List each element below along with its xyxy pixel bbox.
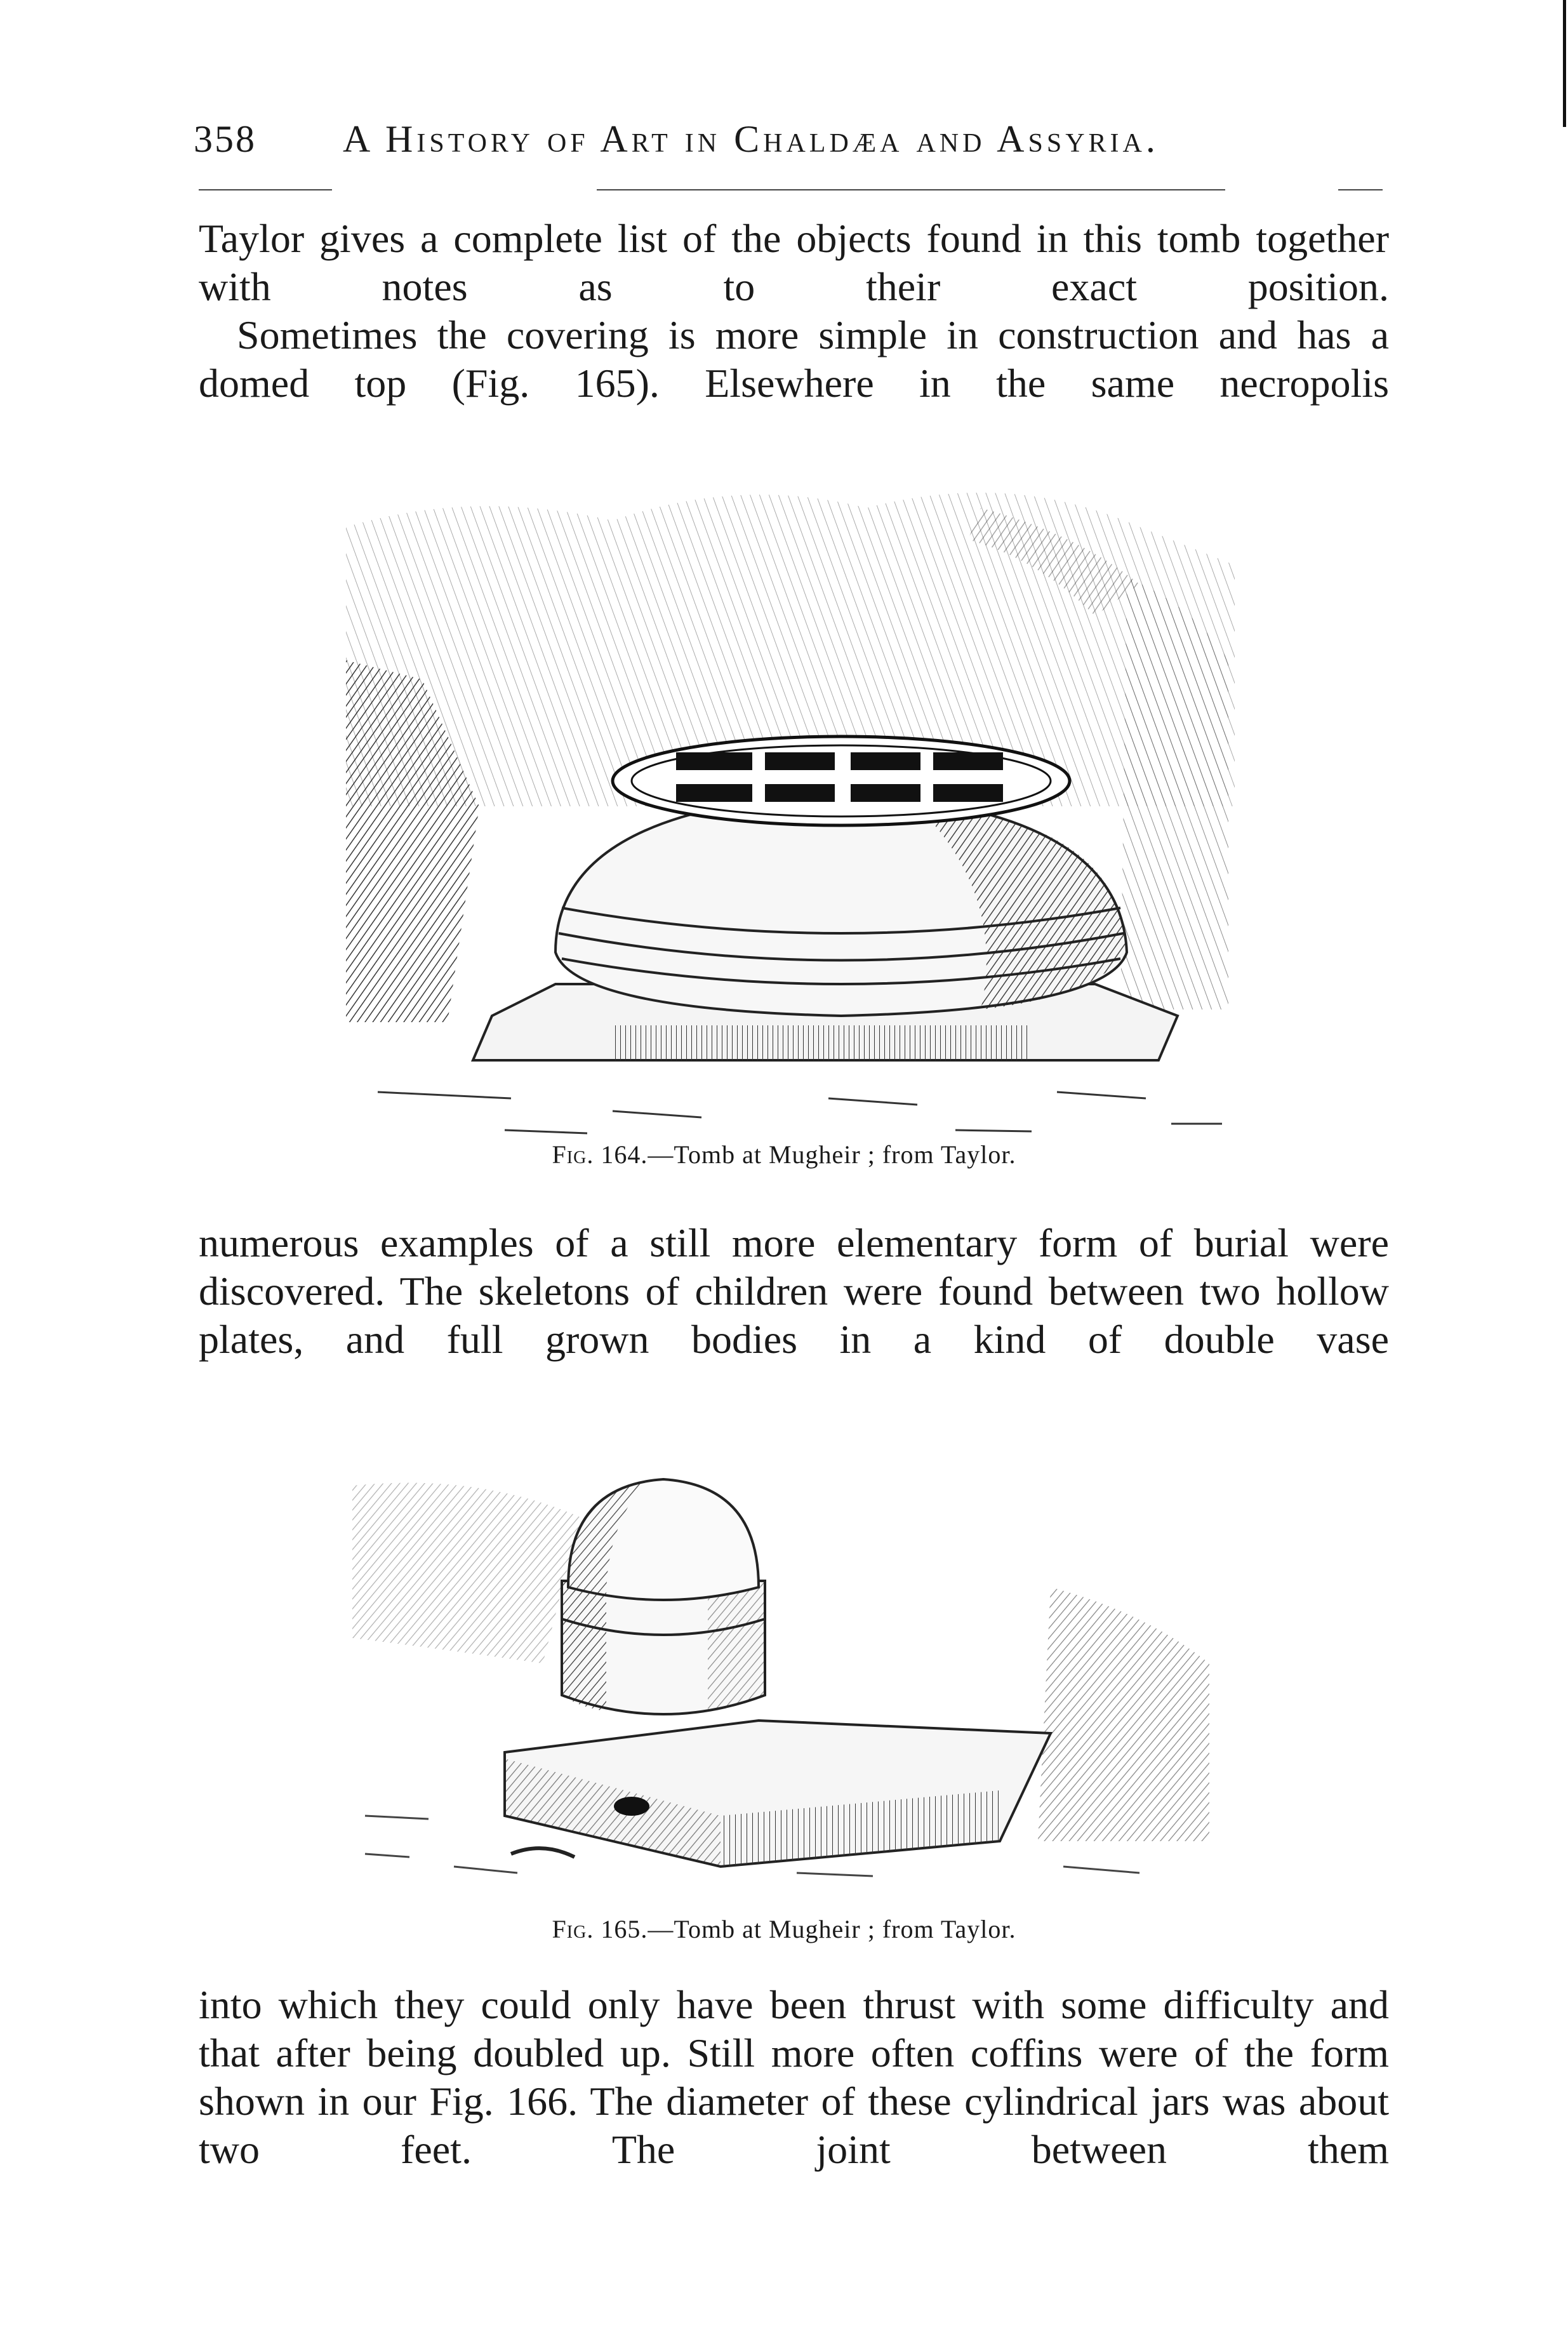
figure-165-label: Fig. 165. — [552, 1915, 648, 1943]
figure-164-caption — [0, 1140, 1568, 1169]
page-number: 358 — [194, 118, 256, 160]
figure-164-caption-text: —Tomb at Mugheir ; from Taylor. — [648, 1140, 1016, 1169]
figure-165-engraving — [352, 1460, 1216, 1892]
figure-165-illustration — [352, 1460, 1216, 1892]
page-edge-line — [1563, 0, 1566, 127]
figure-164-engraving — [346, 451, 1235, 1136]
figure-165-caption — [0, 1914, 1568, 1944]
paragraph-1: Taylor gives a complete list of the objects found in this tomb together with notes as to their exact position. — [199, 216, 1389, 309]
header-rule-center — [597, 189, 1225, 190]
figure-164-illustration — [346, 451, 1235, 1136]
header-rule-right — [1338, 189, 1383, 190]
paragraph-2: Sometimes the covering is more simple in construction and has a domed top (Fig. 165). Elsewhere in the same necropolis — [199, 312, 1389, 406]
running-head — [194, 111, 1400, 168]
running-title: A History of Art in Chaldæa and Assyria. — [343, 118, 1159, 160]
paragraph-3: numerous examples of a still more elementary form of burial were discovered. The skeletons of children were found between two hollow plates, and full grown bodies in a kind of double vase — [199, 1220, 1389, 1362]
figure-165-caption-text: —Tomb at Mugheir ; from Taylor. — [648, 1915, 1016, 1943]
paragraph-4: into which they could only have been thrust with some difficulty and that after being doubled up. Still more often coffins were of the form shown in our Fig. 166. The diameter of these cylindrical jars was about two feet. The joint between them — [199, 1982, 1389, 2172]
header-rule-left — [199, 189, 332, 190]
figure-164-label: Fig. 164. — [552, 1140, 648, 1169]
